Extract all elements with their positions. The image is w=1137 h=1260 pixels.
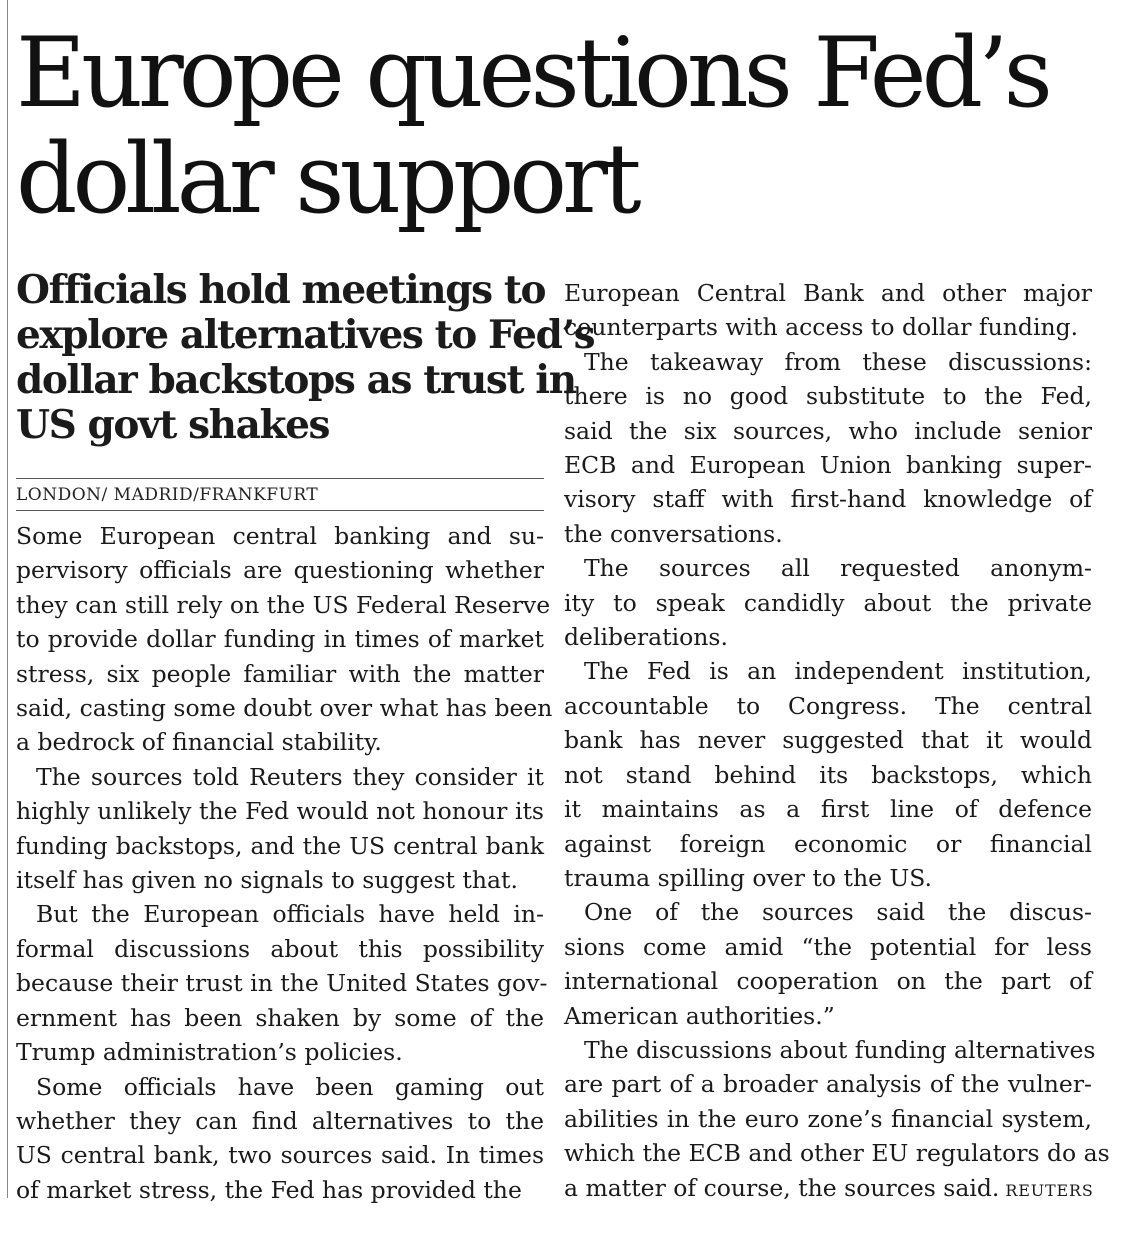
right-column <box>564 276 1110 1208</box>
paragraph-line: stress, six people familiar with the matter <box>16 659 544 688</box>
dateline: LONDON/ MADRID/FRANKFURT <box>16 478 544 511</box>
paragraph-line: they can still rely on the US Federal Reserve <box>16 590 551 619</box>
paragraph-line: visory staff with first-hand knowledge of <box>564 485 1092 514</box>
paragraph-line: The sources told Reuters they consider it <box>36 762 544 791</box>
headline-line: Europe questions Fed’s <box>16 17 1048 129</box>
standfirst-line: US govt shakes <box>16 402 330 448</box>
paragraph <box>16 1070 544 1208</box>
byline-credit: REUTERS <box>1005 1180 1094 1200</box>
paragraph <box>564 1033 1110 1208</box>
paragraph-line: highly unlikely the Fed would not honour its <box>16 797 544 826</box>
standfirst-line: dollar backstops as trust in <box>16 357 576 403</box>
paragraph <box>564 895 1092 1033</box>
paragraph <box>16 897 548 1069</box>
paragraph-line: The discussions about funding alternatives <box>584 1035 1096 1064</box>
paragraph-line: ernment has been shaken by some of the <box>16 1003 544 1032</box>
paragraph-line: counterparts with access to dollar funding. <box>564 313 1079 342</box>
paragraph-line: said, casting some doubt over what has been <box>16 694 553 723</box>
paragraph-line: abilities in the euro zone’s financial system, <box>564 1104 1092 1133</box>
paragraph-line: US central bank, two sources said. In times <box>16 1141 544 1170</box>
paragraph-line: Some officials have been gaming out <box>36 1072 544 1101</box>
standfirst-line: explore alternatives to Fed’s <box>16 312 595 358</box>
paragraph-line: The Fed is an independent institution, <box>584 657 1092 686</box>
paragraph-line: whether they can find alternatives to the <box>16 1106 544 1135</box>
paragraph-line: not stand behind its backstops, which <box>564 760 1092 789</box>
paragraph-line: Some European central banking and su- <box>16 522 544 550</box>
paragraph-line: American authorities.” <box>564 1001 835 1030</box>
paragraph-line: One of the sources said the discus- <box>584 898 1092 927</box>
headline <box>16 17 1116 235</box>
headline-line: dollar support <box>16 123 637 235</box>
paragraph-line: bank has never suggested that it would <box>564 726 1092 755</box>
paragraph-line: of market stress, the Fed has provided the <box>16 1175 522 1204</box>
paragraph <box>564 551 1092 654</box>
paragraph-line: a bedrock of financial stability. <box>16 728 382 757</box>
paragraph-line: But the European officials have held in- <box>36 900 544 929</box>
paragraph-line: trauma spilling over to the US. <box>564 863 932 892</box>
paragraph-line: pervisory officials are questioning whether <box>16 556 544 585</box>
paragraph-line: because their trust in the United States gov- <box>16 969 548 998</box>
paragraph <box>564 345 1092 551</box>
paragraph-line: deliberations. <box>564 623 728 652</box>
paragraph-line: said the six sources, who include senior <box>564 416 1092 445</box>
paragraph-line: ECB and European Union banking super- <box>564 451 1092 480</box>
right-body-text <box>564 276 1110 1208</box>
paragraph-line: sions come amid “the potential for less <box>564 932 1092 961</box>
paragraph-line: The takeaway from these discussions: <box>584 347 1092 376</box>
paragraph-line: Trump administration’s policies. <box>16 1038 403 1067</box>
paragraph-line: funding backstops, and the US central bank <box>16 831 544 860</box>
paragraph-line: which the ECB and other EU regulators do as <box>564 1139 1110 1168</box>
paragraph-line: ity to speak candidly about the private <box>564 588 1092 617</box>
paragraph-line: to provide dollar funding in times of market <box>16 625 544 654</box>
paragraph <box>564 654 1092 895</box>
standfirst <box>16 267 595 448</box>
paragraph-line: itself has given no signals to suggest that. <box>16 866 518 895</box>
paragraph <box>16 760 544 898</box>
left-body-text <box>16 519 553 1207</box>
paragraph-line: international cooperation on the part of <box>564 967 1092 996</box>
paragraph-line: accountable to Congress. The central <box>564 691 1092 720</box>
standfirst-line: Officials hold meetings to <box>16 267 546 313</box>
paragraph-line: the conversations. <box>564 519 783 548</box>
paragraph-line: it maintains as a first line of defence <box>564 795 1092 824</box>
paragraph-line: a matter of course, the sources said. REUTERS <box>564 1173 1094 1202</box>
paragraph-line: The sources all requested anonym- <box>584 554 1092 583</box>
left-column-rule <box>7 0 8 1198</box>
paragraph-line: European Central Bank and other major <box>564 279 1092 307</box>
paragraph <box>16 519 553 760</box>
paragraph-line: against foreign economic or financial <box>564 829 1092 858</box>
paragraph-line: are part of a broader analysis of the vulner- <box>564 1070 1092 1099</box>
left-column <box>16 267 595 1207</box>
paragraph-line: formal discussions about this possibility <box>16 934 544 963</box>
paragraph <box>564 276 1092 345</box>
paragraph-line: there is no good substitute to the Fed, <box>564 382 1092 411</box>
